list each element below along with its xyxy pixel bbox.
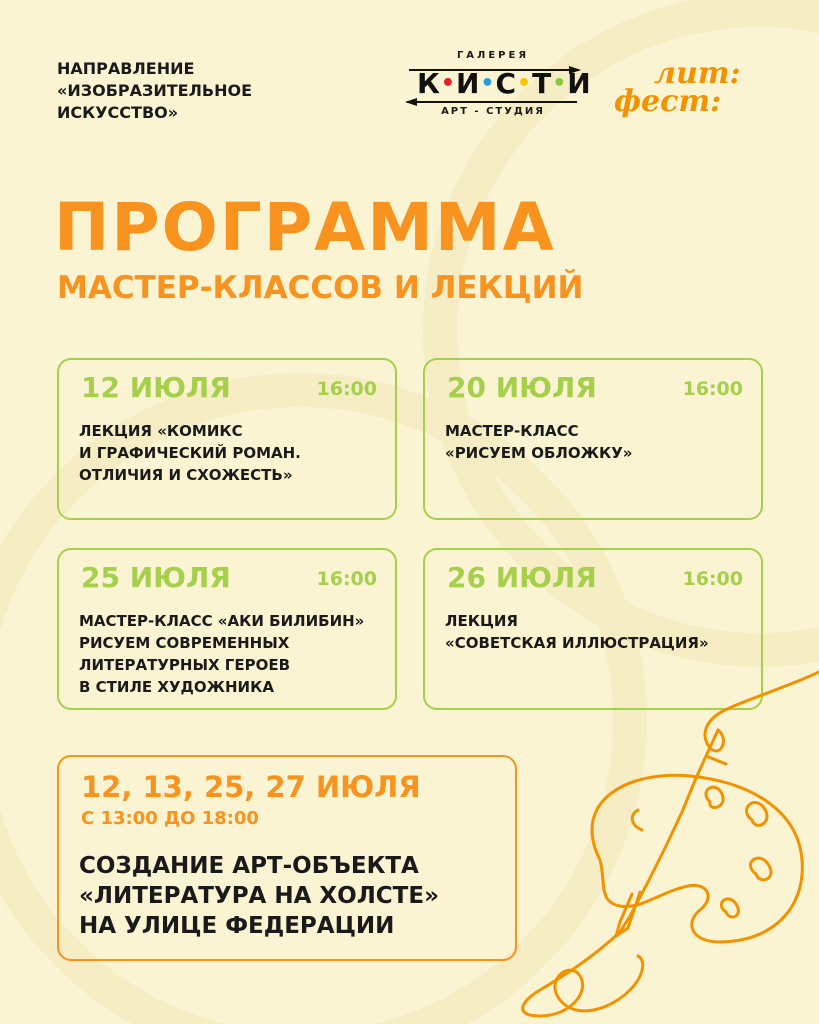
kisti-dot: • — [552, 71, 568, 96]
event-card — [423, 358, 763, 520]
kisti-letter: С — [495, 67, 518, 100]
art-object-card — [57, 755, 517, 961]
event-card — [57, 358, 397, 520]
event-description-line: ЛЕКЦИЯ «КОМИКС — [79, 422, 243, 440]
event-description-line: ЛИТЕРАТУРНЫХ ГЕРОЕВ — [79, 656, 290, 674]
kisti-logo-word — [417, 64, 592, 104]
litfest-logo-line1: лит: — [654, 56, 741, 91]
event-description-line: МАСТЕР-КЛАСС — [445, 422, 579, 440]
event-description — [445, 420, 753, 464]
palette-brush-icon — [520, 660, 819, 1024]
art-object-time: С 13:00 ДО 18:00 — [81, 808, 259, 829]
kisti-dot: • — [440, 71, 456, 96]
event-description — [79, 420, 387, 486]
kisti-logo-bottom: АРТ - СТУДИЯ — [441, 106, 545, 117]
direction-label — [57, 58, 287, 124]
kisti-dot: • — [480, 71, 496, 96]
event-description — [79, 610, 387, 698]
event-description-line: И ГРАФИЧЕСКИЙ РОМАН. — [79, 444, 301, 462]
event-description-line: «РИСУЕМ ОБЛОЖКУ» — [445, 444, 633, 462]
event-card — [57, 548, 397, 710]
event-date: 25 ИЮЛЯ — [81, 561, 231, 594]
event-description-line: РИСУЕМ СОВРЕМЕННЫХ — [79, 634, 290, 652]
event-description-line: «СОВЕТСКАЯ ИЛЛЮСТРАЦИЯ» — [445, 634, 709, 652]
page-subtitle: МАСТЕР-КЛАССОВ И ЛЕКЦИЙ — [57, 270, 584, 306]
kisti-letter: К — [417, 67, 441, 100]
page-title: ПРОГРАММА — [54, 189, 556, 266]
kisti-gallery-logo — [403, 48, 592, 122]
art-object-description — [79, 851, 439, 941]
art-object-description-line: СОЗДАНИЕ АРТ-ОБЪЕКТА — [79, 853, 419, 879]
event-description — [445, 610, 753, 654]
litfest-logo — [610, 58, 770, 124]
kisti-dot: • — [517, 71, 533, 96]
event-time: 16:00 — [316, 568, 377, 590]
event-time: 16:00 — [316, 378, 377, 400]
event-date: 26 ИЮЛЯ — [447, 561, 597, 594]
event-description-line: МАСТЕР-КЛАСС «АКИ БИЛИБИН» — [79, 612, 365, 630]
kisti-letter: И — [455, 67, 481, 100]
event-date: 12 ИЮЛЯ — [81, 371, 231, 404]
direction-line: ИСКУССТВО» — [57, 103, 179, 122]
kisti-logo-top: ГАЛЕРЕЯ — [456, 50, 530, 61]
direction-line: «ИЗОБРАЗИТЕЛЬНОЕ — [57, 81, 253, 100]
event-description-line: ЛЕКЦИЯ — [445, 612, 518, 630]
event-time: 16:00 — [682, 568, 743, 590]
art-object-description-line: НА УЛИЦЕ ФЕДЕРАЦИИ — [79, 913, 395, 939]
event-date: 20 ИЮЛЯ — [447, 371, 597, 404]
litfest-logo-line2: фест: — [614, 84, 722, 119]
art-object-dates: 12, 13, 25, 27 ИЮЛЯ — [81, 770, 421, 804]
kisti-letter: И — [567, 67, 592, 100]
kisti-letter: Т — [532, 67, 553, 100]
event-time: 16:00 — [682, 378, 743, 400]
art-object-description-line: «ЛИТЕРАТУРА НА ХОЛСТЕ» — [79, 883, 439, 909]
event-description-line: В СТИЛЕ ХУДОЖНИКА — [79, 678, 274, 696]
direction-line: НАПРАВЛЕНИЕ — [57, 59, 195, 78]
event-description-line: ОТЛИЧИЯ И СХОЖЕСТЬ» — [79, 466, 293, 484]
